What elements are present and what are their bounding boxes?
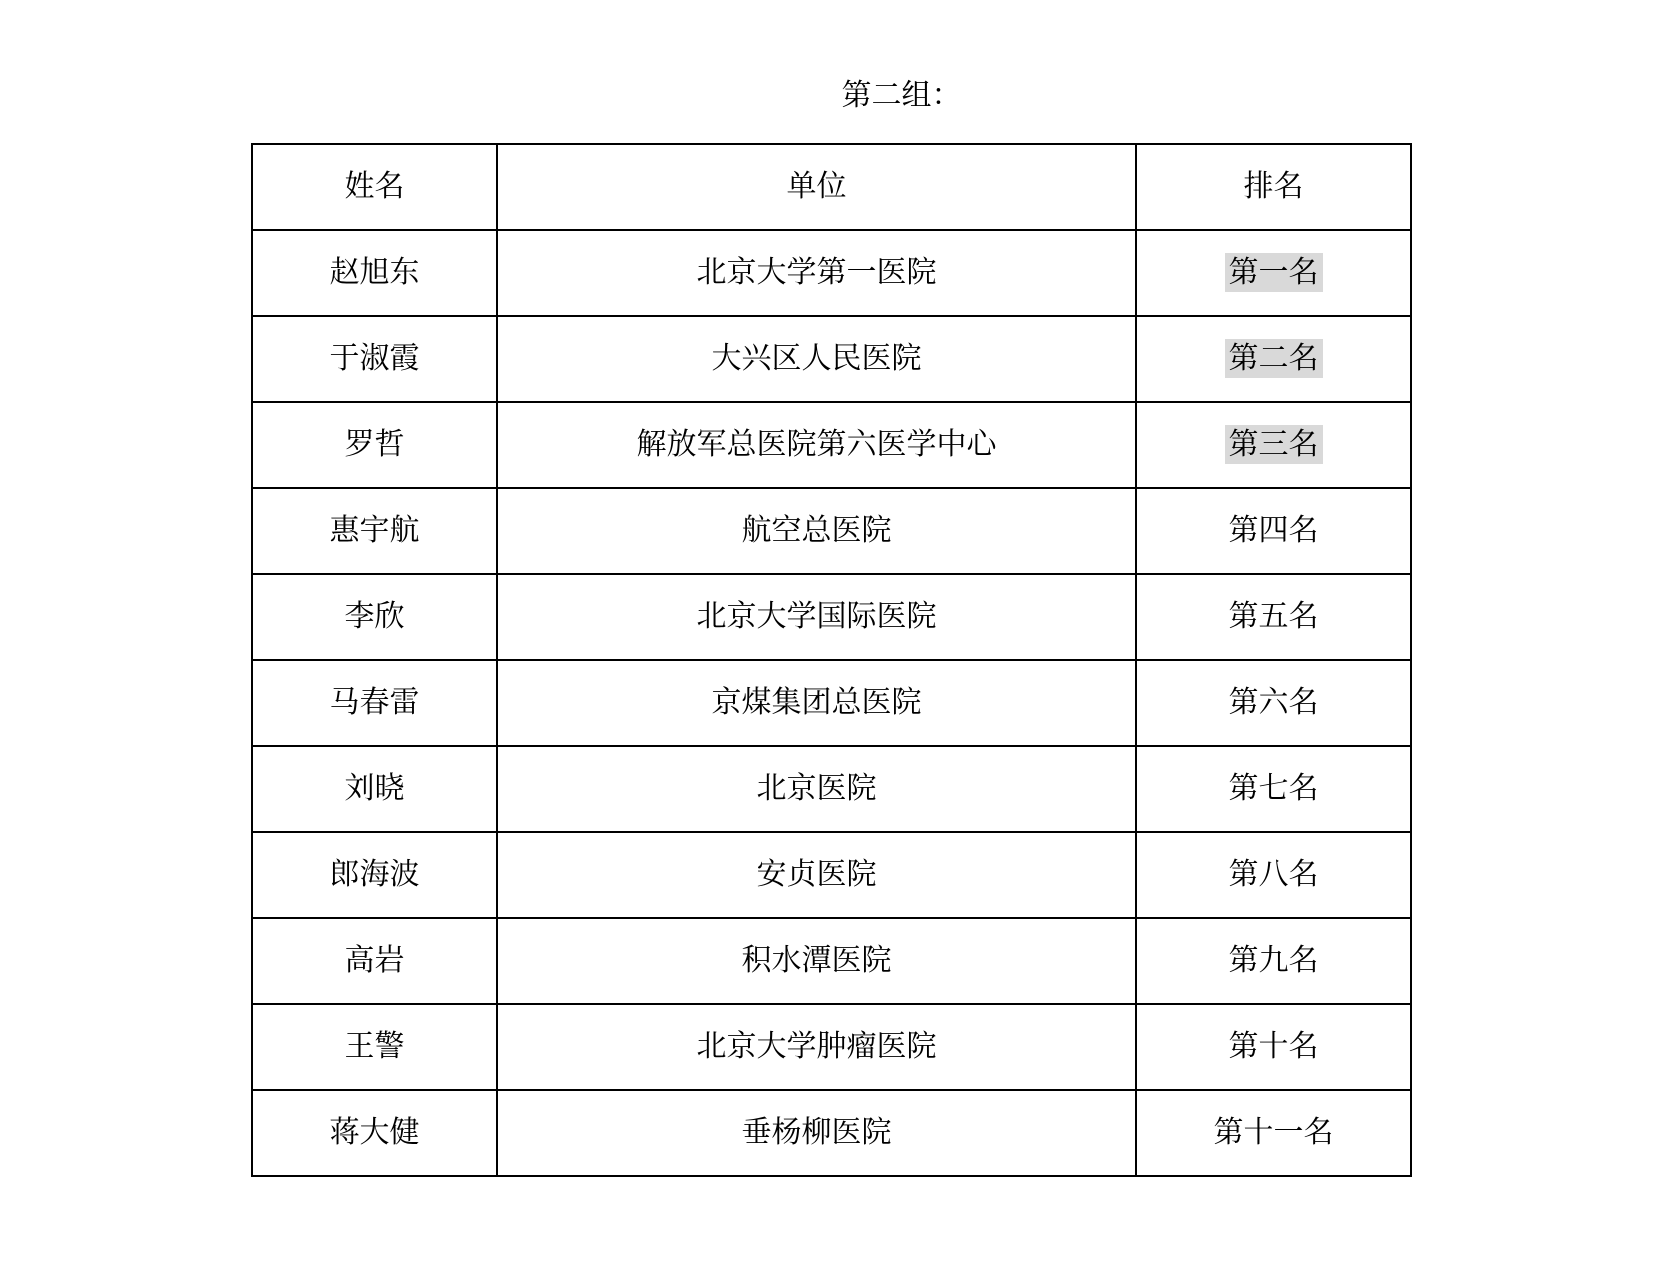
cell-rank: 第八名 xyxy=(1136,832,1411,918)
rank-text-highlighted: 第一名 xyxy=(1225,253,1323,292)
header-name: 姓名 xyxy=(252,144,497,230)
cell-rank: 第六名 xyxy=(1136,660,1411,746)
table-row xyxy=(252,402,1411,488)
header-unit: 单位 xyxy=(497,144,1136,230)
cell-unit: 北京医院 xyxy=(497,746,1136,832)
table-row xyxy=(252,230,1411,316)
table-row xyxy=(252,316,1411,402)
table-body xyxy=(252,230,1411,1176)
cell-rank: 第十一名 xyxy=(1136,1090,1411,1176)
cell-name: 李欣 xyxy=(252,574,497,660)
cell-unit: 积水潭医院 xyxy=(497,918,1136,1004)
table-row xyxy=(252,746,1411,832)
ranking-table xyxy=(251,143,1412,1177)
cell-unit: 解放军总医院第六医学中心 xyxy=(497,402,1136,488)
header-row xyxy=(252,144,1411,230)
page-title: 第二组： xyxy=(841,78,962,113)
table-row xyxy=(252,1004,1411,1090)
cell-name: 王警 xyxy=(252,1004,497,1090)
cell-unit: 航空总医院 xyxy=(497,488,1136,574)
cell-rank xyxy=(1136,230,1411,316)
cell-name: 蒋大健 xyxy=(252,1090,497,1176)
cell-unit: 北京大学国际医院 xyxy=(497,574,1136,660)
cell-rank xyxy=(1136,402,1411,488)
cell-rank: 第四名 xyxy=(1136,488,1411,574)
cell-unit: 京煤集团总医院 xyxy=(497,660,1136,746)
table-header xyxy=(252,144,1411,230)
table-row xyxy=(252,1090,1411,1176)
cell-rank: 第七名 xyxy=(1136,746,1411,832)
cell-name: 高岩 xyxy=(252,918,497,1004)
table-row xyxy=(252,918,1411,1004)
cell-name: 马春雷 xyxy=(252,660,497,746)
cell-rank: 第十名 xyxy=(1136,1004,1411,1090)
table-row xyxy=(252,574,1411,660)
table-row xyxy=(252,488,1411,574)
cell-name: 罗哲 xyxy=(252,402,497,488)
cell-rank: 第五名 xyxy=(1136,574,1411,660)
cell-name: 惠宇航 xyxy=(252,488,497,574)
header-rank: 排名 xyxy=(1136,144,1411,230)
cell-unit: 大兴区人民医院 xyxy=(497,316,1136,402)
cell-unit: 安贞医院 xyxy=(497,832,1136,918)
cell-rank xyxy=(1136,316,1411,402)
cell-unit: 北京大学第一医院 xyxy=(497,230,1136,316)
cell-name: 赵旭东 xyxy=(252,230,497,316)
cell-rank: 第九名 xyxy=(1136,918,1411,1004)
rank-text-highlighted: 第二名 xyxy=(1225,339,1323,378)
cell-unit: 北京大学肿瘤医院 xyxy=(497,1004,1136,1090)
cell-name: 于淑霞 xyxy=(252,316,497,402)
table-row xyxy=(252,660,1411,746)
rank-text-highlighted: 第三名 xyxy=(1225,425,1323,464)
table-row xyxy=(252,832,1411,918)
cell-name: 郎海波 xyxy=(252,832,497,918)
cell-name: 刘晓 xyxy=(252,746,497,832)
cell-unit: 垂杨柳医院 xyxy=(497,1090,1136,1176)
